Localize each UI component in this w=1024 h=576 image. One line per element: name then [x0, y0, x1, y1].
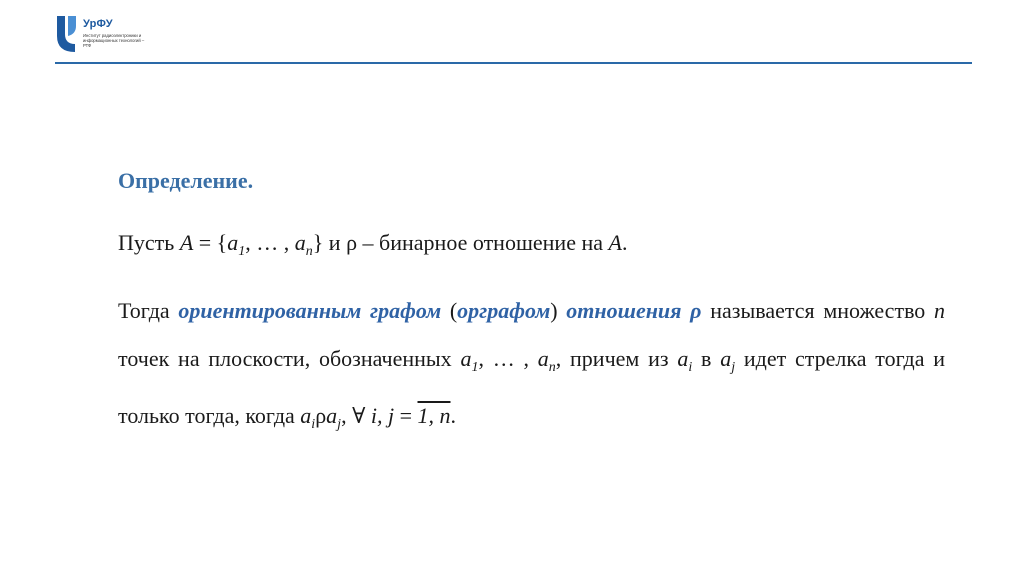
term-relation: отношения ρ [566, 298, 702, 323]
definition-heading: Определение. [118, 168, 254, 193]
definition-paragraph-2 [118, 287, 945, 449]
math-var: a [227, 230, 239, 255]
text-run: , … , [245, 230, 295, 255]
text-run: = [394, 403, 418, 428]
text-run: Тогда [118, 298, 179, 323]
text-run: } и ρ – бинарное отношение на [312, 230, 609, 255]
math-var: n [934, 298, 945, 323]
math-var: A [179, 230, 194, 255]
institute-name: Институт радиоэлектроники и информационных технологий – РТФ [83, 33, 145, 48]
math-subscript: n [305, 244, 313, 259]
text-run: , … , [478, 346, 538, 371]
text-run: = { [193, 230, 228, 255]
text-run: точек на плоскости, обозначенных [118, 346, 461, 371]
math-symbol: ρ [315, 403, 327, 428]
math-subscript: n [548, 360, 556, 375]
header-divider [55, 62, 972, 64]
math-subscript: j [337, 417, 342, 432]
math-var: a [294, 230, 306, 255]
text-run: . [621, 230, 628, 255]
text-run: , причем из [555, 346, 678, 371]
math-var: i, j [370, 403, 395, 428]
math-subscript: j [731, 360, 736, 375]
math-var: a [460, 346, 472, 371]
math-range: 1, n [417, 403, 451, 428]
math-subscript: i [311, 417, 316, 432]
math-var: a [537, 346, 549, 371]
math-subscript: 1 [238, 244, 246, 259]
definition-block [118, 168, 945, 449]
text-run: Пусть [118, 230, 180, 255]
brand-name: УрФУ [83, 18, 113, 30]
text-run: . [450, 403, 456, 428]
text-run: ) [550, 298, 567, 323]
text-run: ( [441, 298, 458, 323]
math-subscript: 1 [471, 360, 479, 375]
math-var: a [300, 403, 312, 428]
text-run: , ∀ [341, 403, 371, 428]
math-var: a [720, 346, 732, 371]
text-run: в [692, 346, 721, 371]
math-subscript: i [688, 360, 693, 375]
term-digraph: орграфом [457, 298, 551, 323]
text-run: идет стрелка тогда и только тогда, когда [118, 346, 946, 428]
math-var: A [608, 230, 622, 255]
math-var: a [677, 346, 689, 371]
urfu-logo-icon [55, 14, 79, 54]
text-run: называется множество [701, 298, 934, 323]
definition-paragraph-1 [118, 228, 945, 267]
math-var: a [326, 403, 338, 428]
term-oriented-graph: ориентированным графом [178, 298, 442, 323]
